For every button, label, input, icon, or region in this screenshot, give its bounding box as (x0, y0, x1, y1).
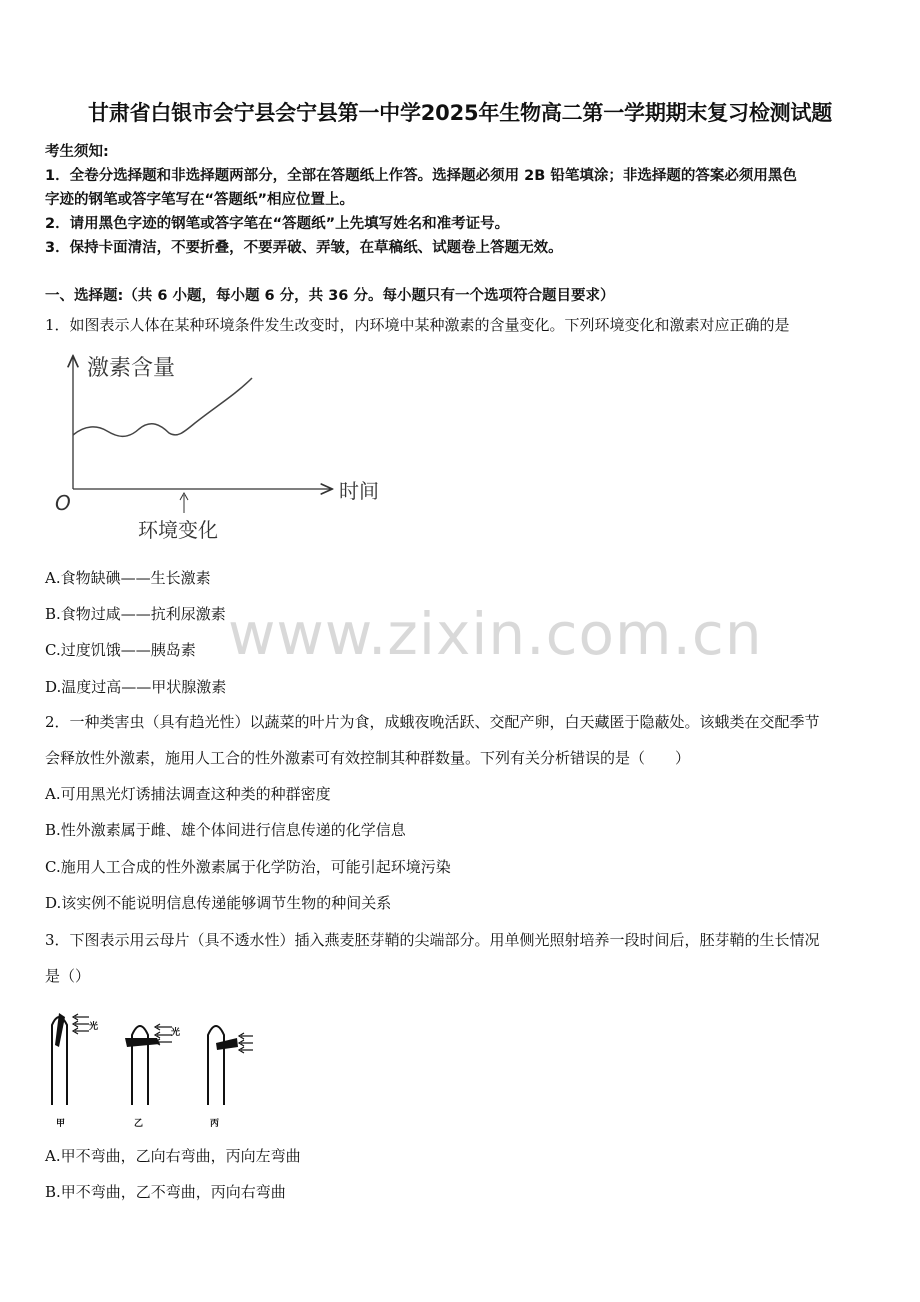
label-bing: 丙 (210, 1119, 220, 1129)
x-axis-label: 时间 (339, 479, 379, 503)
notice-heading: 考生须知: (45, 144, 109, 160)
notice-item: 2．请用黑色字迹的钢笔或答字笔在“答题纸”上先填写姓名和准考证号。 (45, 216, 510, 232)
watermark: www.zixin.com.cn (228, 600, 763, 668)
coleoptile-figure (45, 1005, 275, 1135)
question-1-option-a: A.食物缺碘——生长激素 (45, 569, 211, 587)
notice-item: 字迹的钢笔或答字笔写在“答题纸”相应位置上。 (45, 192, 355, 208)
question-3-stem-line1: 3．下图表示用云母片（具不透水性）插入燕麦胚芽鞘的尖端部分。用单侧光照射培养一段时间后，胚芽鞘的生长情况 (45, 931, 820, 949)
page-title: 甘肃省白银市会宁县会宁县第一中学2025年生物高二第一学期期末复习检测试题 (87, 101, 833, 125)
light-label: 光 (171, 1028, 181, 1038)
question-2-option-c: C.施用人工合成的性外激素属于化学防治，可能引起环境污染 (45, 858, 451, 876)
question-2-option-a: A.可用黑光灯诱捕法调查这种类的种群密度 (45, 785, 331, 803)
question-2-option-b: B.性外激素属于雌、雄个体间进行信息传递的化学信息 (45, 821, 406, 839)
question-2-option-d: D.该实例不能说明信息传递能够调节生物的种间关系 (45, 894, 392, 912)
environment-change-label: 环境变化 (138, 518, 218, 542)
question-3-stem-line2: 是（） (45, 967, 91, 985)
label-yi: 乙 (134, 1119, 144, 1129)
question-3-option-a: A.甲不弯曲，乙向右弯曲，丙向左弯曲 (45, 1147, 301, 1165)
coleoptile-bing (208, 1026, 253, 1129)
notice-item: 3．保持卡面清洁，不要折叠，不要弄破、弄皱，在草稿纸、试题卷上答题无效。 (45, 240, 563, 256)
question-1-option-c: C.过度饥饿——胰岛素 (45, 641, 196, 659)
origin-label: O (55, 491, 71, 515)
coleoptile-yi (125, 1024, 180, 1129)
question-2-stem-line2: 会释放性外激素，施用人工合的性外激素可有效控制其种群数量。下列有关分析错误的是（ ） (45, 749, 691, 767)
hormone-graph (45, 345, 405, 550)
question-1-option-d: D.温度过高——甲状腺激素 (45, 678, 227, 696)
coleoptile-jia (52, 1013, 98, 1129)
y-axis-label: 激素含量 (87, 356, 176, 381)
question-1-stem: 1．如图表示人体在某种环境条件发生改变时，内环境中某种激素的含量变化。下列环境变化和激素对应正确的是 (45, 316, 790, 334)
section-heading: 一、选择题:（共 6 小题，每小题 6 分，共 36 分。每小题只有一个选项符合题目要求） (45, 288, 615, 304)
question-1-option-b: B.食物过咸——抗利尿激素 (45, 605, 226, 623)
label-jia: 甲 (56, 1119, 66, 1129)
question-2-stem-line1: 2．一种类害虫（具有趋光性）以蔬菜的叶片为食，成蛾夜晚活跃、交配产卵，白天藏匿于隐蔽处。该蛾类在交配季节 (45, 713, 820, 731)
notice-item: 1．全卷分选择题和非选择题两部分，全部在答题纸上作答。选择题必须用 2B 铅笔填涂；非选择题的答案必须用黑色 (45, 168, 797, 184)
hormone-curve (73, 378, 252, 436)
light-label: 光 (89, 1022, 99, 1032)
question-3-option-b: B.甲不弯曲，乙不弯曲，丙向右弯曲 (45, 1183, 286, 1201)
